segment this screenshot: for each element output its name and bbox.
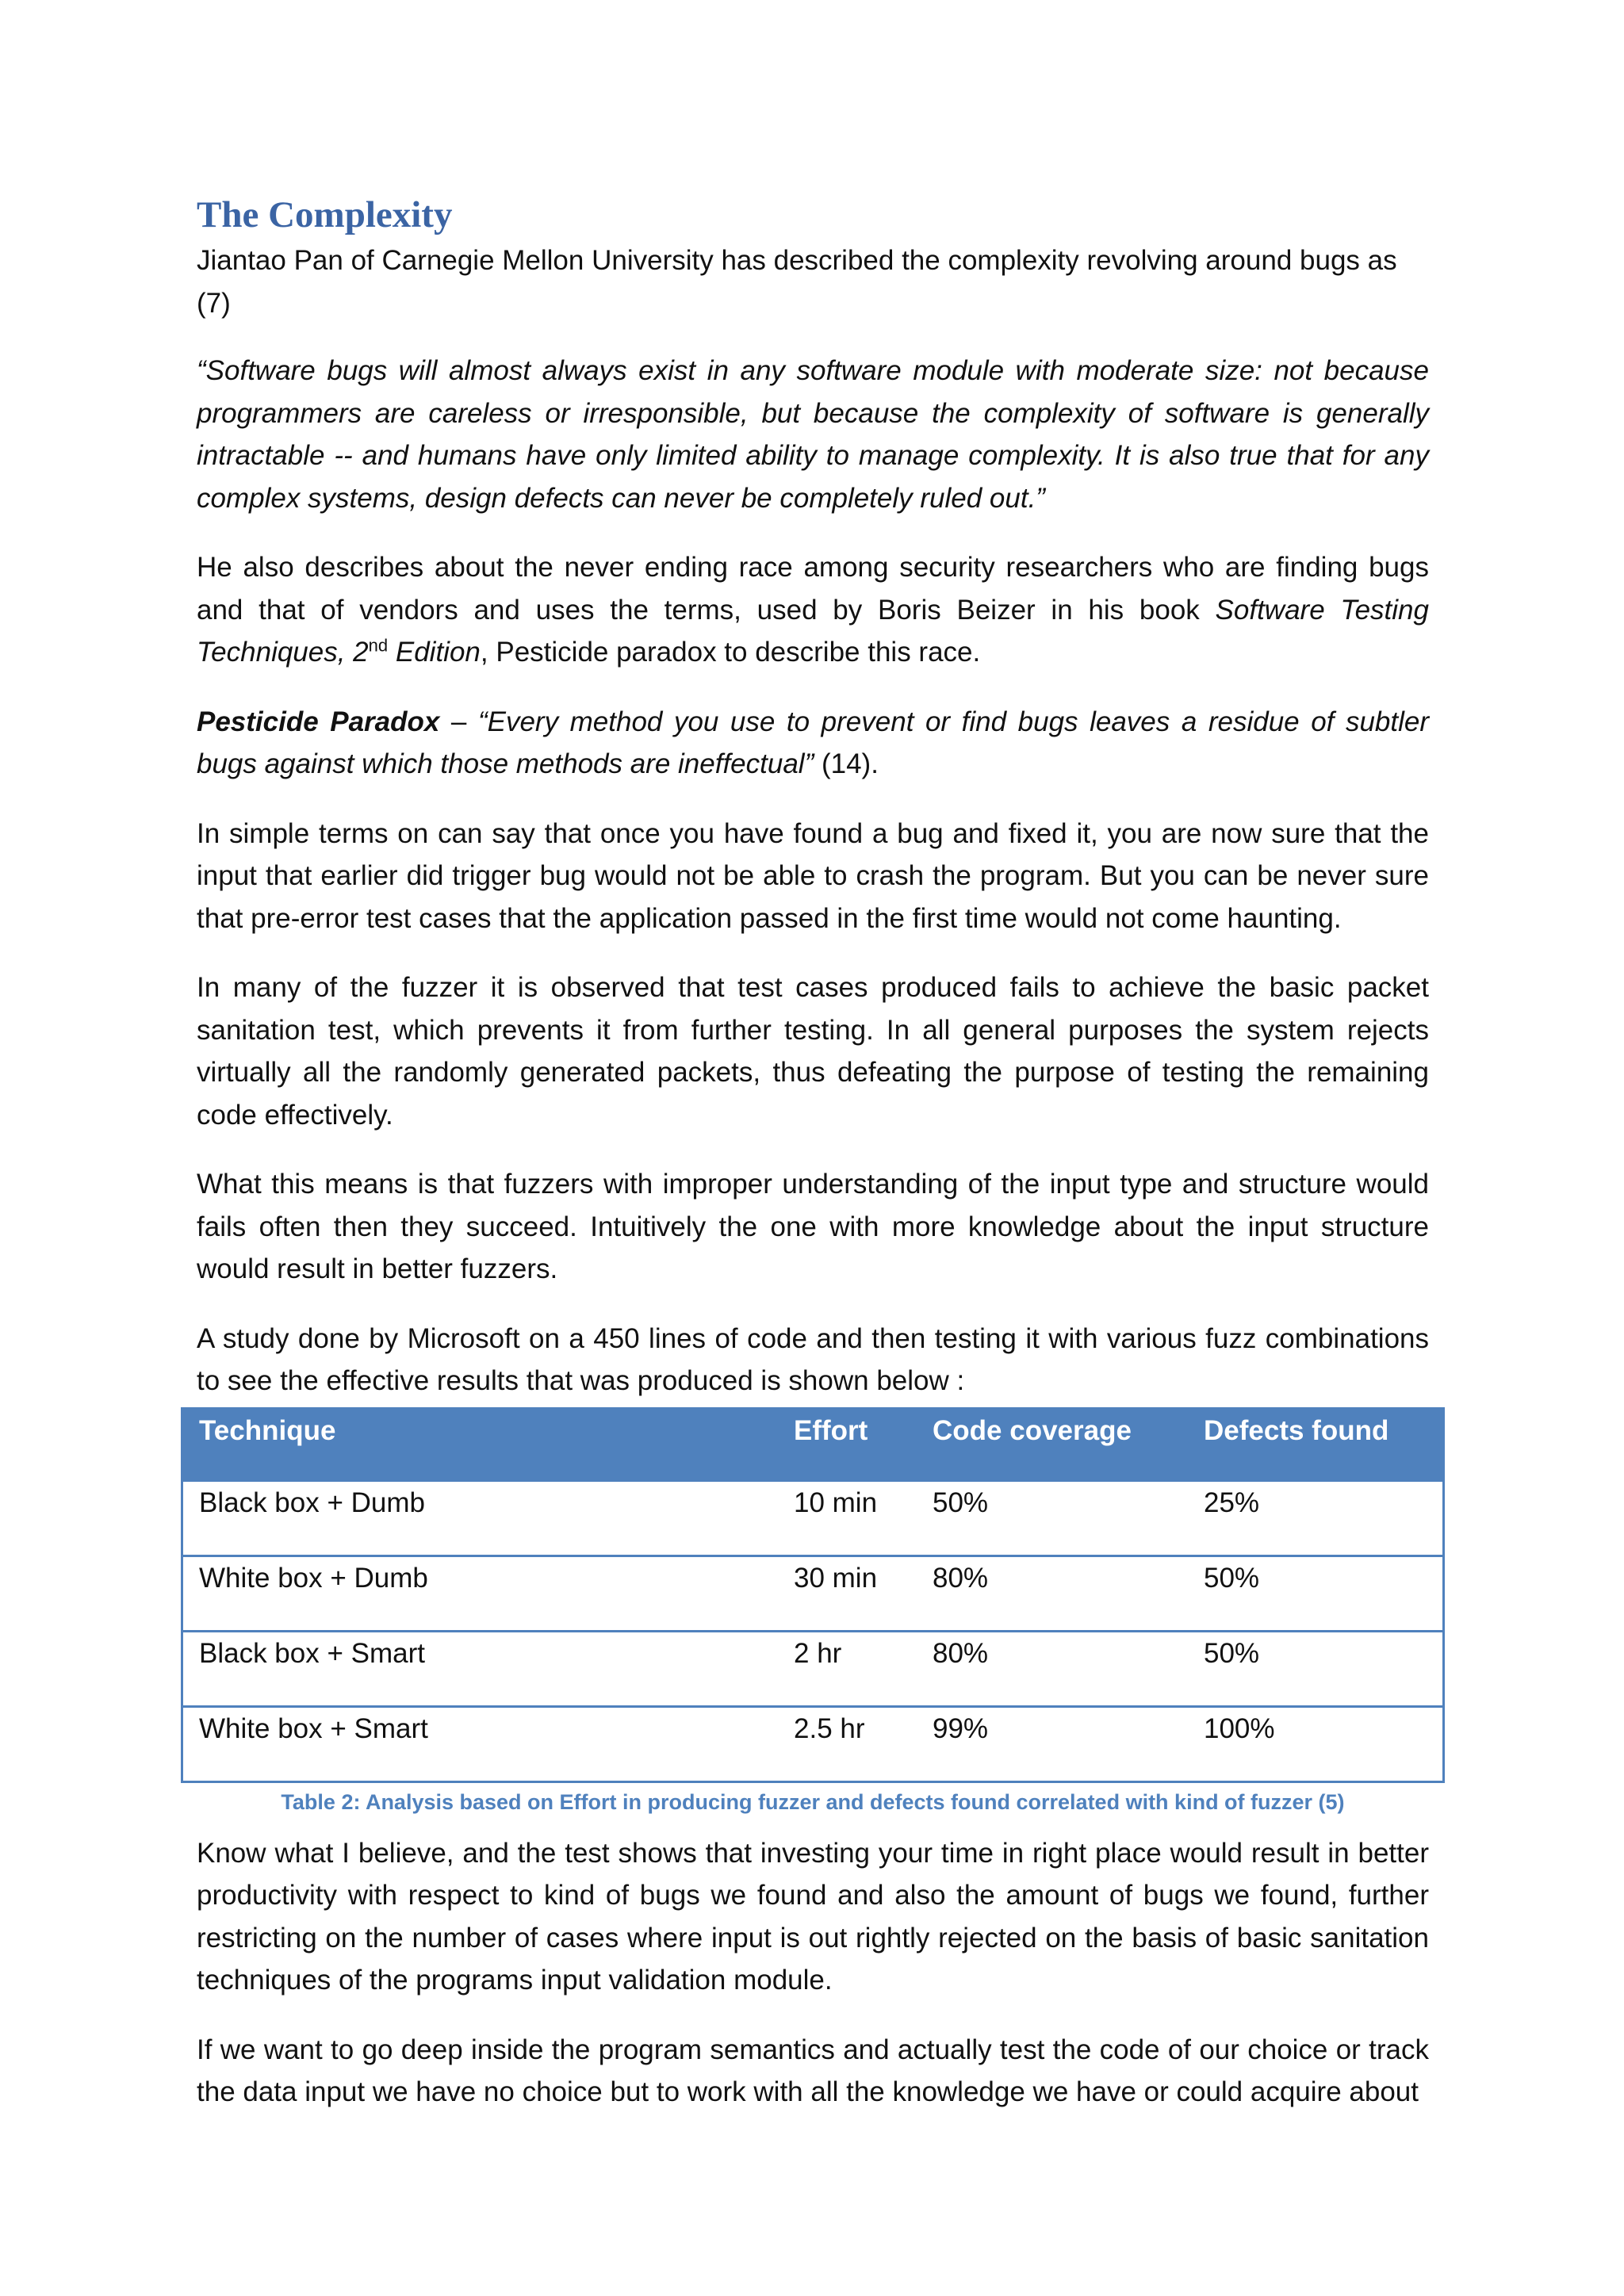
paradox-term: Pesticide Paradox: [197, 706, 440, 737]
table-row: [182, 1556, 1444, 1631]
header-technique: Technique: [182, 1408, 779, 1480]
paradox-dash: –: [439, 706, 478, 737]
cell-technique: White box + Dumb: [182, 1556, 779, 1631]
cell-code-coverage: 80%: [917, 1631, 1188, 1706]
cell-code-coverage: 99%: [917, 1706, 1188, 1781]
paradox-reference: (14).: [814, 748, 879, 779]
table-row: [182, 1631, 1444, 1706]
cell-technique: Black box + Dumb: [182, 1480, 779, 1556]
header-effort: Effort: [778, 1408, 917, 1480]
cell-technique: Black box + Smart: [182, 1631, 779, 1706]
race-text-before: He also describes about the never ending race among security researchers who are finding bugs and that of vendors and uses the terms, used by Boris Beizer in his book: [197, 552, 1429, 626]
race-text-after: , Pesticide paradox to describe this race.: [480, 637, 981, 668]
table-row: [182, 1706, 1444, 1781]
cell-code-coverage: 80%: [917, 1556, 1188, 1631]
cell-defects-found: 50%: [1188, 1556, 1444, 1631]
document-page: [197, 190, 1429, 2141]
paragraph-microsoft-study: A study done by Microsoft on a 450 lines of code and then testing it with various fuzz combinations to see the effective results that was produced is shown below :: [197, 1322, 1429, 1396]
paragraph-input-structure: What this means is that fuzzers with improper understanding of the input type and structure would fails often then they succeed. Intuitively the one with more knowledge about the input structure would result in better fuzzers.: [197, 1169, 1429, 1284]
cell-technique: White box + Smart: [182, 1706, 779, 1781]
paragraph-investing-time: Know what I believe, and the test shows that investing your time in right place would result in better productivity with respect to kind of bugs we found and also the amount of bugs we found, further restricting on the number of cases where input is out rightly rejected on the basis of basic sanitation techniques of the programs input validation module.: [197, 1837, 1429, 1996]
header-code-coverage: Code coverage: [917, 1408, 1188, 1480]
paragraph-simple-terms: In simple terms on can say that once you have found a bug and fixed it, you are now sure that the input that earlier did trigger bug would not be able to crash the program. But you can be never sure that pre-error test cases that the application passed in the first time would not come haunting.: [197, 817, 1429, 934]
paragraph-program-semantics: If we want to go deep inside the program semantics and actually test the code of our choice or track the data input we have no choice but to work with all the knowledge we have or could acquire about: [197, 2034, 1429, 2107]
header-defects-found: Defects found: [1188, 1408, 1444, 1480]
cell-effort: 10 min: [778, 1480, 917, 1556]
cell-effort: 2.5 hr: [778, 1706, 917, 1781]
paragraph-fuzzer-sanitation: In many of the fuzzer it is observed that test cases produced fails to achieve the basic packet sanitation test, which prevents it from further testing. In all general purposes the system rejects virtually all the randomly generated packets, thus defeating the purpose of testing the remaining code effectively.: [197, 972, 1429, 1131]
table-caption: Table 2: Analysis based on Effort in producing fuzzer and defects found correlated with kind of fuzzer (5): [281, 1789, 1345, 1814]
table-header-row: [182, 1408, 1444, 1480]
paradox-quote: “Every method you use to prevent or find bugs leaves a residue of subtler bugs against which those methods are ineffectual”: [197, 706, 1429, 779]
cell-defects-found: 100%: [1188, 1706, 1444, 1781]
cell-defects-found: 25%: [1188, 1480, 1444, 1556]
cell-effort: 30 min: [778, 1556, 917, 1631]
cell-effort: 2 hr: [778, 1631, 917, 1706]
book-title: Software Testing Techniques, 2: [197, 594, 1429, 668]
table-row: [182, 1480, 1444, 1556]
race-paragraph: [197, 546, 1429, 674]
intro-paragraph: Jiantao Pan of Carnegie Mellon University has described the complexity revolving around bugs as (7): [197, 245, 1397, 319]
pan-quote: “Software bugs will almost always exist in any software module with moderate size: not because programmers are careless or irresponsible, but because the complexity of software is generally intractable -- and humans have only limited ability to manage complexity. It is also true that for any complex systems, design defects can never be completely ruled out.”: [197, 355, 1429, 514]
section-heading: The Complexity: [197, 194, 453, 235]
paradox-paragraph: [197, 701, 1429, 786]
book-title-superscript: nd: [368, 635, 389, 656]
fuzzer-analysis-table: [181, 1407, 1445, 1783]
cell-defects-found: 50%: [1188, 1631, 1444, 1706]
cell-code-coverage: 50%: [917, 1480, 1188, 1556]
book-edition: Edition: [395, 637, 481, 668]
